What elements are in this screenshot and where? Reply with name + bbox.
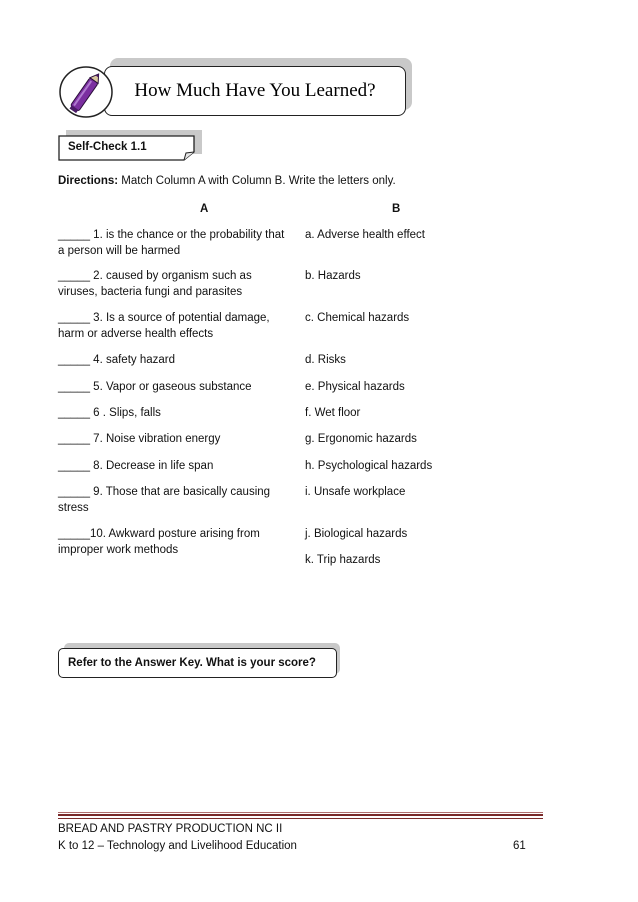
column-a-item: _____ 5. Vapor or gaseous substance bbox=[58, 381, 252, 393]
column-a-item: _____ 8. Decrease in life span bbox=[58, 460, 214, 472]
banner-title: How Much Have You Learned? bbox=[104, 66, 406, 116]
column-b-item: a. Adverse health effect bbox=[305, 229, 425, 241]
column-a-item: _____10. Awkward posture arising from improper work methods bbox=[58, 528, 260, 556]
column-a-item: _____ 3. Is a source of potential damage, harm or adverse health effects bbox=[58, 312, 270, 340]
page-number: 61 bbox=[513, 840, 526, 852]
column-b-item: b. Hazards bbox=[305, 270, 361, 282]
column-b-item: g. Ergonomic hazards bbox=[305, 433, 417, 445]
column-b-item: f. Wet floor bbox=[305, 407, 361, 419]
column-a-item: _____ 9. Those that are basically causing stress bbox=[58, 486, 271, 514]
footer-title: BREAD AND PASTRY PRODUCTION NC II bbox=[58, 823, 283, 835]
directions bbox=[58, 175, 396, 187]
column-a-item: _____ 7. Noise vibration energy bbox=[58, 433, 221, 445]
column-a-item: _____ 4. safety hazard bbox=[58, 354, 175, 366]
footer-divider bbox=[58, 814, 543, 816]
directions-text: Match Column A with Column B. Write the letters only. bbox=[121, 175, 396, 187]
answer-key-box: Refer to the Answer Key. What is your score? bbox=[58, 648, 337, 678]
column-a-item: _____ 2. caused by organism such as viruses, bacteria fungi and parasites bbox=[58, 270, 252, 298]
footer-divider bbox=[58, 812, 543, 813]
footer-subtitle: K to 12 – Technology and Livelihood Education bbox=[58, 840, 297, 852]
column-b-item: k. Trip hazards bbox=[305, 554, 381, 566]
pen-icon bbox=[58, 64, 118, 120]
directions-label: Directions: bbox=[58, 175, 119, 187]
column-a-item: _____ 6 . Slips, falls bbox=[58, 407, 161, 419]
column-a-item: _____ 1. is the chance or the probability that a person will be harmed bbox=[58, 229, 285, 257]
column-a-header: A bbox=[200, 203, 209, 215]
column-b-header: B bbox=[392, 203, 401, 215]
column-b-item: h. Psychological hazards bbox=[305, 460, 433, 472]
column-b-item: d. Risks bbox=[305, 354, 346, 366]
column-b-item: e. Physical hazards bbox=[305, 381, 405, 393]
self-check-label: Self-Check 1.1 bbox=[68, 141, 147, 153]
footer-divider bbox=[58, 818, 543, 819]
column-b-item: j. Biological hazards bbox=[305, 528, 408, 540]
column-b-item: c. Chemical hazards bbox=[305, 312, 410, 324]
column-b-item: i. Unsafe workplace bbox=[305, 486, 406, 498]
